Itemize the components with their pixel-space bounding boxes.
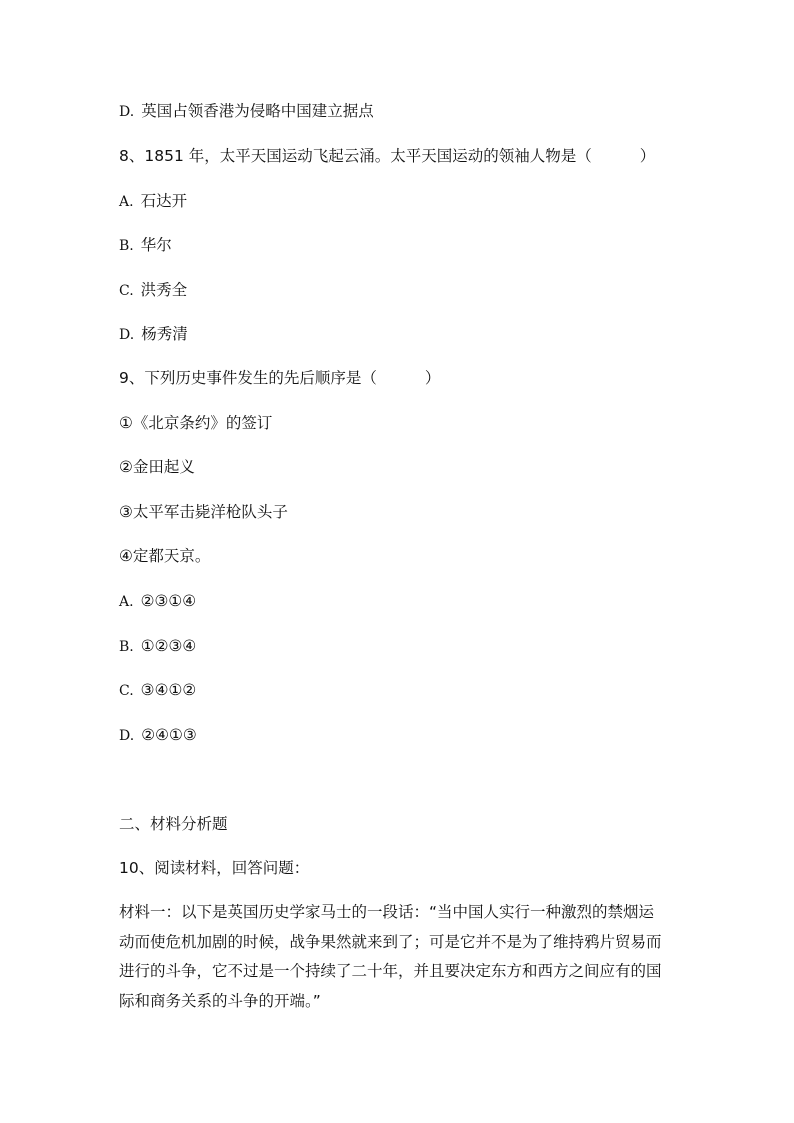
- q7-option-d-text: 英国占领香港为侵略中国建立据点: [141, 102, 374, 120]
- q9-event-2: ②金田起义: [119, 458, 195, 476]
- q9-stem-text: 9、下列历史事件发生的先后顺序是（: [119, 369, 377, 387]
- q9-event-3: ③太平军击毙洋枪队头子: [119, 503, 288, 521]
- q9-option-d-text: ②④①③: [141, 726, 197, 744]
- q8-stem-text: 8、1851 年，太平天国运动飞起云涌。太平天国运动的领袖人物是（: [119, 147, 592, 165]
- q8-option-b-text: 华尔: [140, 236, 172, 254]
- q10-material1-line-1: 材料一：以下是英国历史学家马士的一段话：“当中国人实行一种激烈的禁烟运: [119, 903, 655, 921]
- q10-material1-line-3: 进行的斗争，它不过是一个持续了二十年，并且要决定东方和西方之间应有的国: [119, 962, 662, 980]
- q9-stem: [119, 368, 440, 388]
- q8-option-d-text: 杨秀清: [141, 325, 188, 343]
- q7-option-d-letter: D.: [119, 104, 135, 120]
- q8-option-c-text: 洪秀全: [140, 281, 188, 299]
- q9-event-1: ①《北京条约》的签订: [119, 414, 273, 432]
- q8-option-a-text: 石达开: [140, 192, 188, 210]
- q8-option-d-letter: D.: [119, 327, 135, 343]
- q8-stem-close: ）: [639, 147, 656, 165]
- q9-option-d: [119, 725, 197, 746]
- q10-material1-line-2: 动而使危机加剧的时候，战争果然就来到了；可是它并不是为了维持鸦片贸易而: [119, 932, 662, 951]
- q9-stem-close: ）: [424, 369, 441, 387]
- q8-option-c-letter: C.: [119, 283, 134, 299]
- q9-option-c-text: ③④①②: [140, 681, 197, 699]
- q9-option-a-text: ②③①④: [140, 592, 197, 610]
- q9-option-b-text: ①②③④: [140, 637, 197, 655]
- q9-option-d-letter: D.: [119, 728, 135, 744]
- q9-option-c: [119, 680, 196, 701]
- q9-option-c-letter: C.: [119, 683, 134, 699]
- q9-event-4: ④定都天京。: [119, 547, 211, 565]
- q8-option-b-letter: B.: [119, 238, 134, 254]
- q9-option-a: [119, 591, 196, 612]
- q8-stem: [119, 146, 655, 166]
- q10-material1: [119, 898, 685, 1016]
- q8-option-a: [119, 191, 187, 212]
- q8-option-c: [119, 280, 187, 301]
- section2-title: 二、材料分析题: [119, 815, 228, 833]
- q10-material1-line-4: 际和商务关系的斗争的开端。”: [119, 991, 321, 1010]
- q8-option-a-letter: A.: [119, 194, 134, 210]
- q8-option-b: [119, 235, 172, 256]
- q8-option-d: [119, 324, 188, 345]
- q10-stem: 10、阅读材料，回答问题：: [119, 859, 310, 877]
- q7-option-d: [119, 101, 374, 122]
- q9-option-a-letter: A.: [119, 594, 134, 610]
- q9-option-b: [119, 636, 196, 657]
- q9-option-b-letter: B.: [119, 639, 134, 655]
